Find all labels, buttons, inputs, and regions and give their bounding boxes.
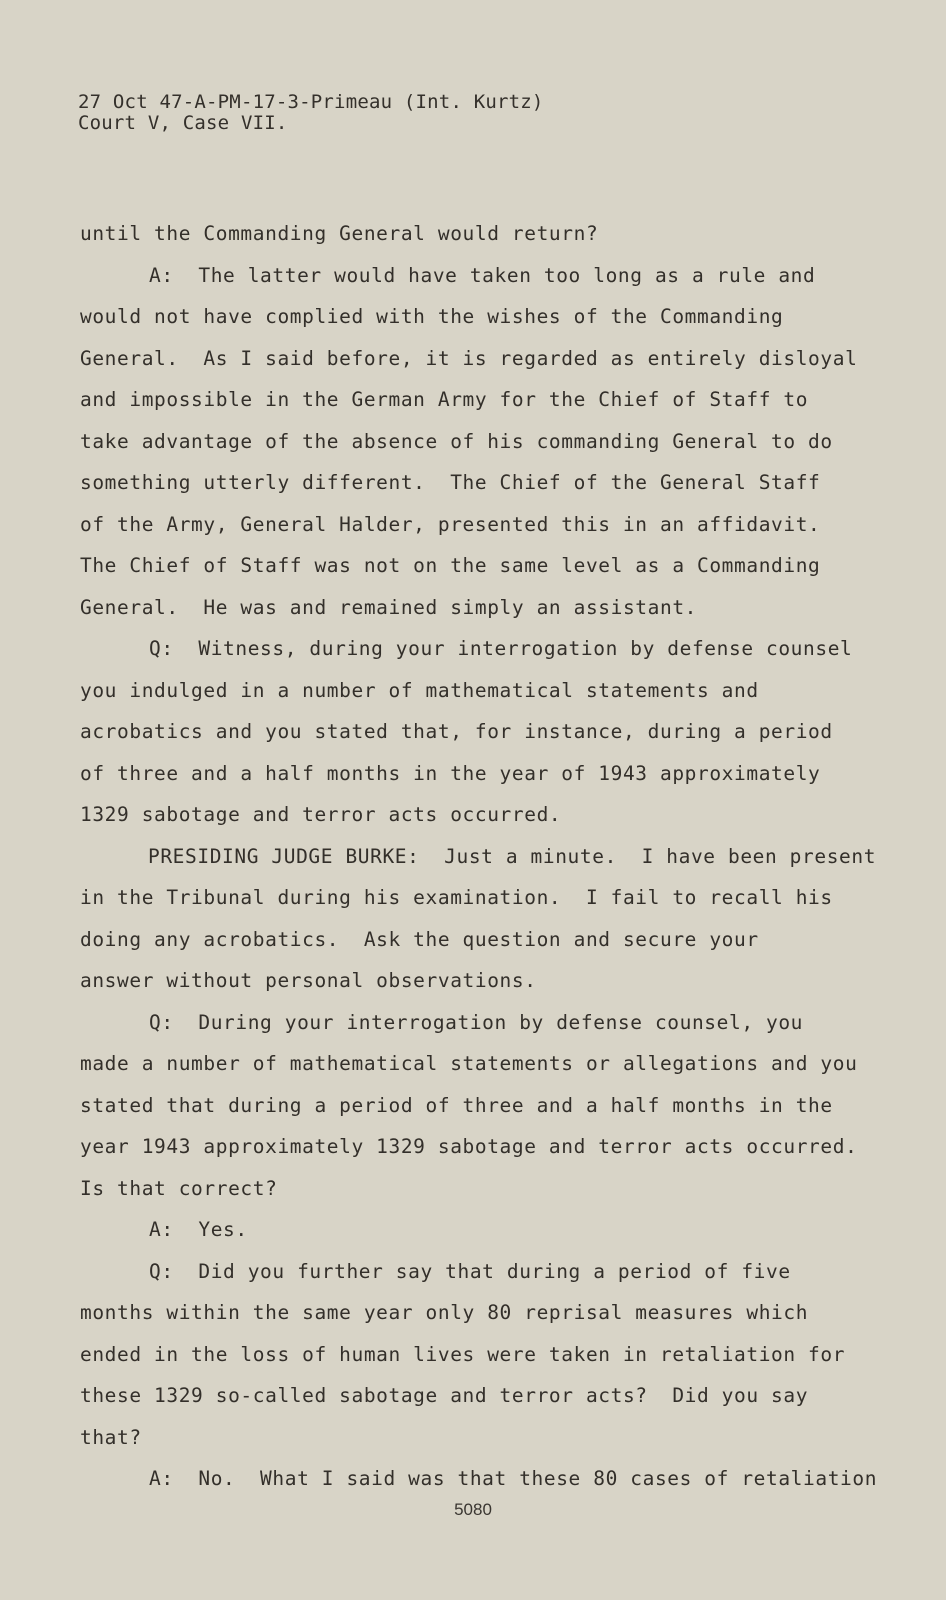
transcript-line: of three and a half months in the year of 1943 approximately — [80, 761, 821, 785]
transcript-line: would not have complied with the wishes of the Commanding — [80, 305, 784, 328]
transcript-line: made a number of mathematical statements or allegations and you — [80, 1052, 858, 1075]
transcript-line: acrobatics and you stated that, for instance, during a period — [80, 720, 833, 743]
transcript-line: answer without personal observations. — [80, 969, 537, 992]
transcript-line: ended in the loss of human lives were taken in retaliation for — [80, 1342, 846, 1366]
transcript-line: and impossible in the German Army for the Chief of Staff to — [80, 388, 809, 411]
transcript-line: Q: Did you further say that during a period of five — [149, 1259, 791, 1283]
transcript-line: take advantage of the absence of his commanding General to do — [80, 429, 833, 453]
transcript-line: until the Commanding General would return? — [80, 222, 599, 245]
transcript-body — [80, 213, 880, 1500]
transcript-line: Q: During your interrogation by defense counsel, you — [149, 1010, 804, 1034]
transcript-line: year 1943 approximately 1329 sabotage and terror acts occurred. — [80, 1135, 858, 1158]
transcript-line: doing any acrobatics. Ask the question and secure your — [80, 927, 759, 951]
transcript-line: A: Yes. — [149, 1218, 248, 1241]
transcript-line: something utterly different. The Chief of the General Staff — [80, 471, 821, 494]
transcript-line: 1329 sabotage and terror acts occurred. — [80, 803, 562, 826]
page-number: 5080 — [454, 1500, 492, 1519]
transcript-line: A: The latter would have taken too long as a rule and — [149, 263, 816, 287]
transcript-line: that? — [80, 1425, 142, 1449]
transcript-line: General. He was and remained simply an assistant. — [80, 595, 697, 619]
transcript-line: The Chief of Staff was not on the same level as a Commanding — [80, 554, 821, 577]
transcript-line: of the Army, General Halder, presented this in an affidavit. — [80, 512, 821, 536]
transcript-line: A: No. What I said was that these 80 cases of retaliation — [149, 1467, 878, 1490]
header-court-line: Court V, Case VII. — [78, 112, 288, 134]
transcript-line: in the Tribunal during his examination. I fail to recall his — [80, 886, 833, 909]
transcript-line: PRESIDING JUDGE BURKE: Just a minute. I have been present — [148, 844, 877, 868]
transcript-line: you indulged in a number of mathematical statements and — [80, 678, 759, 702]
header-reference-line: 27 Oct 47-A-PM-17-3-Primeau (Int. Kurtz) — [78, 91, 544, 113]
transcript-line: months within the same year only 80 reprisal measures which — [80, 1301, 809, 1324]
transcript-line: Is that correct? — [80, 1176, 278, 1200]
transcript-line: stated that during a period of three and a half months in the — [80, 1093, 833, 1117]
document-header — [78, 92, 544, 134]
transcript-line: Q: Witness, during your interrogation by defense counsel — [149, 637, 853, 660]
transcript-line: General. As I said before, it is regarded as entirely disloyal — [80, 346, 858, 370]
transcript-line: these 1329 so-called sabotage and terror acts? Did you say — [80, 1384, 809, 1407]
